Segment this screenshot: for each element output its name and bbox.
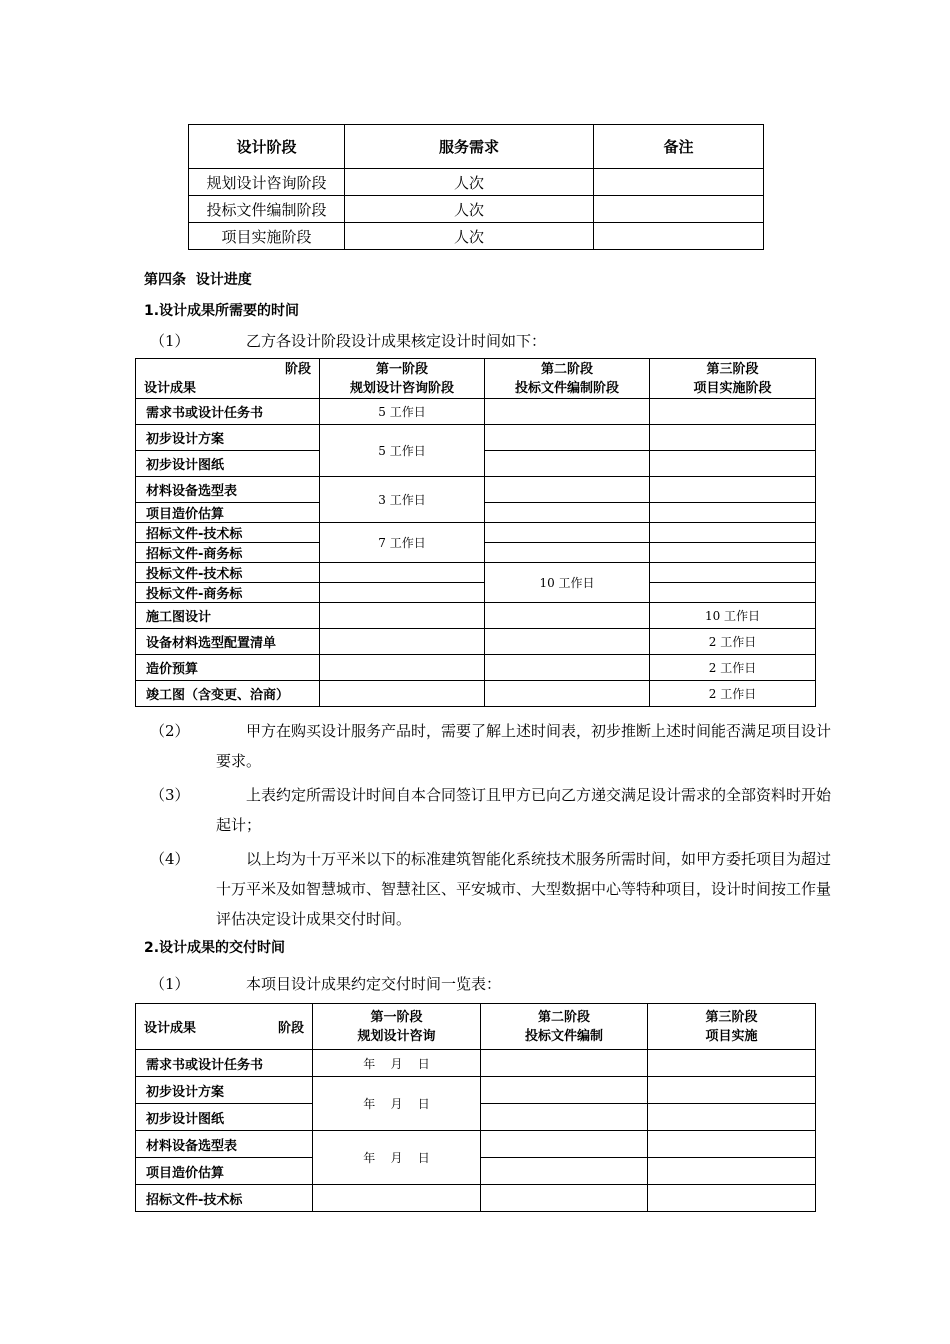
service-demand-table (188, 124, 764, 250)
stage3-subtitle: 项目实施 (705, 1028, 758, 1044)
date-cell: 年 月 日 (313, 1131, 481, 1185)
corner-stage-label: 阶段 (284, 361, 311, 377)
date-cell: 年 月 日 (313, 1050, 481, 1077)
stage1-title: 第一阶段 (370, 1009, 423, 1025)
corner-stage-label: 阶段 (277, 1021, 304, 1036)
row-label: 初步设计图纸 (136, 1104, 313, 1131)
row-label: 投标文件-技术标 (136, 563, 320, 583)
article-title: 第四条 设计进度 (144, 272, 252, 288)
stage1-subtitle: 规划设计咨询阶段 (349, 380, 454, 396)
design-time-table (135, 358, 816, 707)
table-cell (594, 196, 764, 223)
stage3-subtitle: 项目实施阶段 (693, 380, 772, 396)
paragraph-number: （1） (150, 975, 190, 993)
delivery-time-table (135, 1003, 816, 1212)
time-cell: 10 工作日 (650, 603, 816, 629)
row-label: 初步设计图纸 (136, 451, 320, 477)
table-cell: 项目实施阶段 (189, 223, 345, 250)
time-cell: 5 工作日 (320, 399, 485, 425)
paragraph-text: 上表约定所需设计时间自本合同签订且甲方已向乙方递交满足设计需求的全部资料时开始起计； (216, 786, 832, 834)
date-cell: 年 月 日 (313, 1077, 481, 1131)
row-label: 需求书或设计任务书 (136, 1050, 313, 1077)
header-remarks: 备注 (594, 125, 764, 169)
row-label: 需求书或设计任务书 (136, 399, 320, 425)
table-cell: 人次 (345, 169, 594, 196)
time-cell: 10 工作日 (485, 563, 650, 603)
row-label: 招标文件-商务标 (136, 543, 320, 563)
paragraph (150, 780, 850, 840)
table-cell (594, 169, 764, 196)
paragraph (150, 844, 850, 934)
row-label: 招标文件-技术标 (136, 523, 320, 543)
stage2-subtitle: 投标文件编制阶段 (514, 380, 619, 396)
corner-result-label: 设计成果 (144, 380, 197, 396)
row-label: 初步设计方案 (136, 425, 320, 451)
paragraph-number: （2） (150, 722, 190, 740)
paragraph-number: （1） (150, 332, 190, 350)
corner-result-label: 设计成果 (144, 1021, 197, 1036)
paragraph (150, 716, 850, 776)
row-label: 招标文件-技术标 (136, 1185, 313, 1212)
row-label: 初步设计方案 (136, 1077, 313, 1104)
time-cell: 2 工作日 (650, 655, 816, 681)
row-label: 竣工图（含变更、洽商） (136, 681, 320, 707)
row-label: 造价预算 (136, 655, 320, 681)
stage2-title: 第二阶段 (537, 1009, 590, 1025)
stage1-subtitle: 规划设计咨询 (357, 1028, 436, 1044)
section-title: 2.设计成果的交付时间 (144, 940, 286, 956)
row-label: 材料设备选型表 (136, 1131, 313, 1158)
header-service-demand: 服务需求 (345, 125, 594, 169)
paragraph-number: （4） (150, 850, 190, 868)
table-cell (594, 223, 764, 250)
row-label: 材料设备选型表 (136, 477, 320, 503)
paragraph-number: （3） (150, 786, 190, 804)
time-cell: 7 工作日 (320, 523, 485, 563)
header-design-stage: 设计阶段 (189, 125, 345, 169)
time-cell: 3 工作日 (320, 477, 485, 523)
paragraph-text: 甲方在购买设计服务产品时，需要了解上述时间表，初步推断上述时间能否满足项目设计要求。 (216, 722, 832, 770)
row-label: 项目造价估算 (136, 503, 320, 523)
time-cell: 2 工作日 (650, 681, 816, 707)
stage3-title: 第三阶段 (706, 361, 759, 377)
stage2-subtitle: 投标文件编制 (524, 1028, 603, 1044)
table-cell: 规划设计咨询阶段 (189, 169, 345, 196)
row-label: 项目造价估算 (136, 1158, 313, 1185)
row-label: 施工图设计 (136, 603, 320, 629)
stage1-title: 第一阶段 (375, 361, 428, 377)
table-cell: 人次 (345, 196, 594, 223)
time-cell: 5 工作日 (320, 425, 485, 477)
paragraph (150, 326, 850, 356)
paragraph-text: 本项目设计成果约定交付时间一览表： (246, 975, 502, 993)
section-title: 1.设计成果所需要的时间 (144, 303, 300, 319)
row-label: 设备材料选型配置清单 (136, 629, 320, 655)
table-cell: 投标文件编制阶段 (189, 196, 345, 223)
stage3-title: 第三阶段 (705, 1009, 758, 1025)
row-label: 投标文件-商务标 (136, 583, 320, 603)
paragraph (150, 969, 850, 999)
stage2-title: 第二阶段 (540, 361, 593, 377)
table-cell: 人次 (345, 223, 594, 250)
paragraph-text: 以上均为十万平米以下的标准建筑智能化系统技术服务所需时间，如甲方委托项目为超过十万平米及如智慧城市、智慧社区、平安城市、大型数据中心等特种项目，设计时间按工作量评估决定设计成果交付时间。 (216, 850, 832, 928)
paragraph-text: 乙方各设计阶段设计成果核定设计时间如下： (246, 332, 547, 350)
corner-cell (136, 1004, 313, 1050)
corner-cell (136, 359, 320, 399)
time-cell: 2 工作日 (650, 629, 816, 655)
